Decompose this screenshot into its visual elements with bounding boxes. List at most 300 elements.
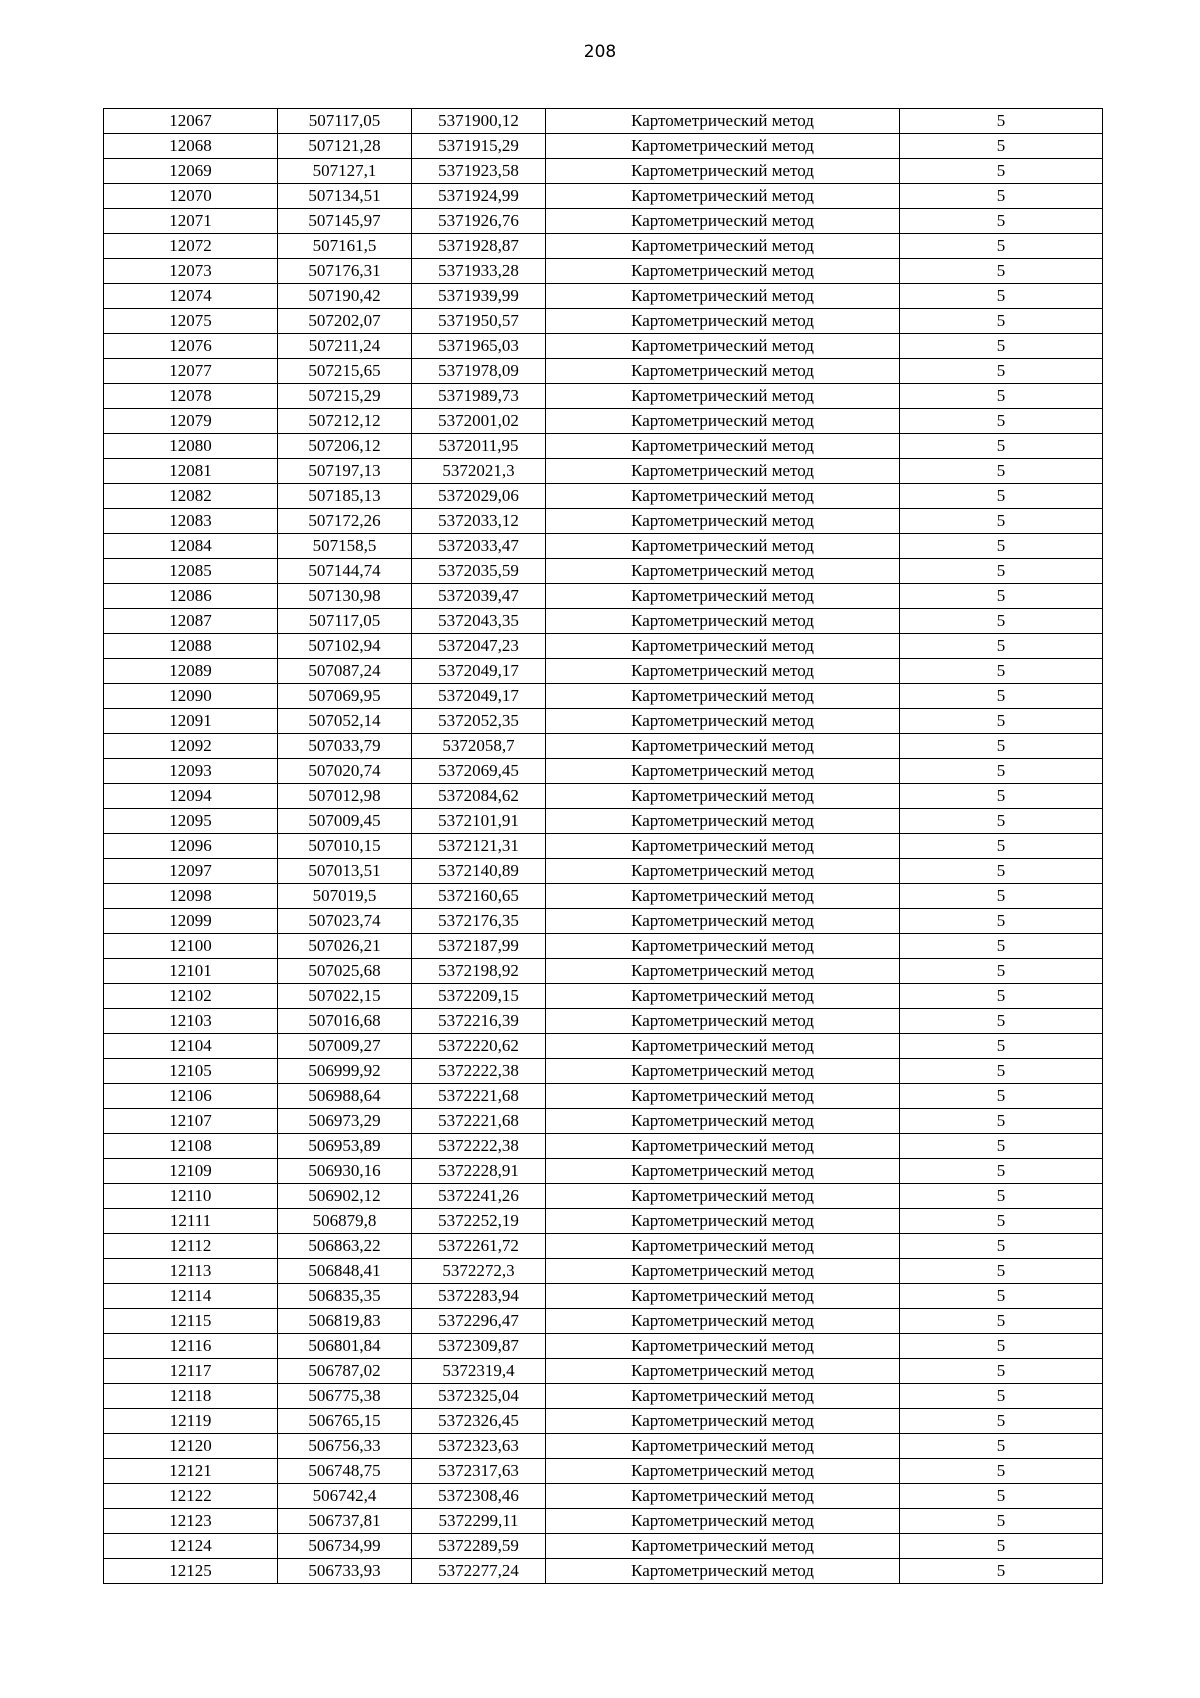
x-coordinate-cell: 507197,13	[278, 459, 412, 484]
y-coordinate-cell: 5371923,58	[412, 159, 546, 184]
table-row	[104, 984, 1103, 1009]
accuracy-cell: 5	[900, 1334, 1103, 1359]
method-cell: Картометрический метод	[546, 834, 900, 859]
page-number: 208	[583, 42, 617, 62]
table-row	[104, 709, 1103, 734]
point-number-cell: 12103	[104, 1009, 278, 1034]
x-coordinate-cell: 506848,41	[278, 1259, 412, 1284]
point-number-cell: 12115	[104, 1309, 278, 1334]
table-row	[104, 1059, 1103, 1084]
point-number-cell: 12075	[104, 309, 278, 334]
table-row	[104, 1534, 1103, 1559]
y-coordinate-cell: 5371965,03	[412, 334, 546, 359]
method-cell: Картометрический метод	[546, 809, 900, 834]
y-coordinate-cell: 5371950,57	[412, 309, 546, 334]
table-row	[104, 1009, 1103, 1034]
method-cell: Картометрический метод	[546, 1484, 900, 1509]
point-number-cell: 12095	[104, 809, 278, 834]
point-number-cell: 12089	[104, 659, 278, 684]
method-cell: Картометрический метод	[546, 234, 900, 259]
method-cell: Картометрический метод	[546, 359, 900, 384]
x-coordinate-cell: 507117,05	[278, 109, 412, 134]
x-coordinate-cell: 507117,05	[278, 609, 412, 634]
y-coordinate-cell: 5372049,17	[412, 684, 546, 709]
x-coordinate-cell: 507134,51	[278, 184, 412, 209]
accuracy-cell: 5	[900, 1034, 1103, 1059]
table-row	[104, 1259, 1103, 1284]
method-cell: Картометрический метод	[546, 1459, 900, 1484]
y-coordinate-cell: 5372033,47	[412, 534, 546, 559]
y-coordinate-cell: 5372261,72	[412, 1234, 546, 1259]
x-coordinate-cell: 507158,5	[278, 534, 412, 559]
method-cell: Картометрический метод	[546, 859, 900, 884]
table-row	[104, 1509, 1103, 1534]
point-number-cell: 12106	[104, 1084, 278, 1109]
point-number-cell: 12104	[104, 1034, 278, 1059]
method-cell: Картометрический метод	[546, 1284, 900, 1309]
point-number-cell: 12069	[104, 159, 278, 184]
x-coordinate-cell: 506748,75	[278, 1459, 412, 1484]
table-row	[104, 659, 1103, 684]
point-number-cell: 12118	[104, 1384, 278, 1409]
x-coordinate-cell: 507052,14	[278, 709, 412, 734]
x-coordinate-cell: 507127,1	[278, 159, 412, 184]
method-cell: Картометрический метод	[546, 584, 900, 609]
point-number-cell: 12087	[104, 609, 278, 634]
method-cell: Картометрический метод	[546, 159, 900, 184]
accuracy-cell: 5	[900, 809, 1103, 834]
y-coordinate-cell: 5372198,92	[412, 959, 546, 984]
point-number-cell: 12070	[104, 184, 278, 209]
table-row	[104, 509, 1103, 534]
accuracy-cell: 5	[900, 1209, 1103, 1234]
table-row	[104, 934, 1103, 959]
method-cell: Картометрический метод	[546, 409, 900, 434]
method-cell: Картометрический метод	[546, 909, 900, 934]
method-cell: Картометрический метод	[546, 884, 900, 909]
table-row	[104, 909, 1103, 934]
y-coordinate-cell: 5372319,4	[412, 1359, 546, 1384]
method-cell: Картометрический метод	[546, 1134, 900, 1159]
y-coordinate-cell: 5372283,94	[412, 1284, 546, 1309]
x-coordinate-cell: 506835,35	[278, 1284, 412, 1309]
point-number-cell: 12079	[104, 409, 278, 434]
point-number-cell: 12101	[104, 959, 278, 984]
accuracy-cell: 5	[900, 934, 1103, 959]
point-number-cell: 12074	[104, 284, 278, 309]
x-coordinate-cell: 506930,16	[278, 1159, 412, 1184]
method-cell: Картометрический метод	[546, 1184, 900, 1209]
y-coordinate-cell: 5372043,35	[412, 609, 546, 634]
y-coordinate-cell: 5371989,73	[412, 384, 546, 409]
accuracy-cell: 5	[900, 634, 1103, 659]
table-row	[104, 609, 1103, 634]
y-coordinate-cell: 5371915,29	[412, 134, 546, 159]
y-coordinate-cell: 5372052,35	[412, 709, 546, 734]
point-number-cell: 12082	[104, 484, 278, 509]
accuracy-cell: 5	[900, 534, 1103, 559]
method-cell: Картометрический метод	[546, 1384, 900, 1409]
method-cell: Картометрический метод	[546, 1234, 900, 1259]
table-row	[104, 184, 1103, 209]
table-row	[104, 1409, 1103, 1434]
method-cell: Картометрический метод	[546, 459, 900, 484]
method-cell: Картометрический метод	[546, 1534, 900, 1559]
method-cell: Картометрический метод	[546, 684, 900, 709]
y-coordinate-cell: 5372221,68	[412, 1109, 546, 1134]
y-coordinate-cell: 5372228,91	[412, 1159, 546, 1184]
method-cell: Картометрический метод	[546, 959, 900, 984]
y-coordinate-cell: 5372323,63	[412, 1434, 546, 1459]
method-cell: Картометрический метод	[546, 484, 900, 509]
method-cell: Картометрический метод	[546, 934, 900, 959]
y-coordinate-cell: 5371924,99	[412, 184, 546, 209]
method-cell: Картометрический метод	[546, 1309, 900, 1334]
accuracy-cell: 5	[900, 709, 1103, 734]
table-row	[104, 459, 1103, 484]
x-coordinate-cell: 506801,84	[278, 1334, 412, 1359]
table-row	[104, 1159, 1103, 1184]
y-coordinate-cell: 5372176,35	[412, 909, 546, 934]
accuracy-cell: 5	[900, 109, 1103, 134]
x-coordinate-cell: 507019,5	[278, 884, 412, 909]
y-coordinate-cell: 5372047,23	[412, 634, 546, 659]
table-row	[104, 859, 1103, 884]
point-number-cell: 12109	[104, 1159, 278, 1184]
x-coordinate-cell: 507172,26	[278, 509, 412, 534]
y-coordinate-cell: 5371926,76	[412, 209, 546, 234]
point-number-cell: 12085	[104, 559, 278, 584]
point-number-cell: 12110	[104, 1184, 278, 1209]
table-row	[104, 1384, 1103, 1409]
accuracy-cell: 5	[900, 434, 1103, 459]
x-coordinate-cell: 507020,74	[278, 759, 412, 784]
point-number-cell: 12105	[104, 1059, 278, 1084]
method-cell: Картометрический метод	[546, 1159, 900, 1184]
method-cell: Картометрический метод	[546, 509, 900, 534]
y-coordinate-cell: 5372140,89	[412, 859, 546, 884]
x-coordinate-cell: 506737,81	[278, 1509, 412, 1534]
table-row	[104, 1184, 1103, 1209]
accuracy-cell: 5	[900, 259, 1103, 284]
y-coordinate-cell: 5372209,15	[412, 984, 546, 1009]
point-number-cell: 12112	[104, 1234, 278, 1259]
table-row	[104, 484, 1103, 509]
y-coordinate-cell: 5372309,87	[412, 1334, 546, 1359]
x-coordinate-cell: 507033,79	[278, 734, 412, 759]
point-number-cell: 12114	[104, 1284, 278, 1309]
x-coordinate-cell: 507145,97	[278, 209, 412, 234]
y-coordinate-cell: 5372272,3	[412, 1259, 546, 1284]
table-row	[104, 1209, 1103, 1234]
method-cell: Картометрический метод	[546, 334, 900, 359]
y-coordinate-cell: 5371900,12	[412, 109, 546, 134]
table-row	[104, 534, 1103, 559]
x-coordinate-cell: 507010,15	[278, 834, 412, 859]
accuracy-cell: 5	[900, 1009, 1103, 1034]
table-row	[104, 759, 1103, 784]
accuracy-cell: 5	[900, 334, 1103, 359]
method-cell: Картометрический метод	[546, 1259, 900, 1284]
accuracy-cell: 5	[900, 559, 1103, 584]
accuracy-cell: 5	[900, 409, 1103, 434]
y-coordinate-cell: 5372325,04	[412, 1384, 546, 1409]
accuracy-cell: 5	[900, 1134, 1103, 1159]
table-row	[104, 784, 1103, 809]
method-cell: Картометрический метод	[546, 634, 900, 659]
point-number-cell: 12124	[104, 1534, 278, 1559]
method-cell: Картометрический метод	[546, 184, 900, 209]
accuracy-cell: 5	[900, 134, 1103, 159]
x-coordinate-cell: 507013,51	[278, 859, 412, 884]
y-coordinate-cell: 5372011,95	[412, 434, 546, 459]
point-number-cell: 12125	[104, 1559, 278, 1584]
x-coordinate-cell: 507026,21	[278, 934, 412, 959]
x-coordinate-cell: 507069,95	[278, 684, 412, 709]
point-number-cell: 12111	[104, 1209, 278, 1234]
accuracy-cell: 5	[900, 859, 1103, 884]
y-coordinate-cell: 5372069,45	[412, 759, 546, 784]
y-coordinate-cell: 5372220,62	[412, 1034, 546, 1059]
x-coordinate-cell: 506953,89	[278, 1134, 412, 1159]
x-coordinate-cell: 507211,24	[278, 334, 412, 359]
accuracy-cell: 5	[900, 159, 1103, 184]
y-coordinate-cell: 5372299,11	[412, 1509, 546, 1534]
table-row	[104, 1309, 1103, 1334]
y-coordinate-cell: 5372049,17	[412, 659, 546, 684]
point-number-cell: 12123	[104, 1509, 278, 1534]
table-row	[104, 284, 1103, 309]
x-coordinate-cell: 507012,98	[278, 784, 412, 809]
y-coordinate-cell: 5372216,39	[412, 1009, 546, 1034]
accuracy-cell: 5	[900, 1084, 1103, 1109]
table-row	[104, 684, 1103, 709]
method-cell: Картометрический метод	[546, 1009, 900, 1034]
point-number-cell: 12108	[104, 1134, 278, 1159]
y-coordinate-cell: 5372221,68	[412, 1084, 546, 1109]
point-number-cell: 12102	[104, 984, 278, 1009]
table-row	[104, 884, 1103, 909]
point-number-cell: 12083	[104, 509, 278, 534]
method-cell: Картометрический метод	[546, 759, 900, 784]
table-row	[104, 1134, 1103, 1159]
method-cell: Картометрический метод	[546, 384, 900, 409]
method-cell: Картометрический метод	[546, 1109, 900, 1134]
accuracy-cell: 5	[900, 1184, 1103, 1209]
y-coordinate-cell: 5372308,46	[412, 1484, 546, 1509]
point-number-cell: 12122	[104, 1484, 278, 1509]
table-row	[104, 109, 1103, 134]
accuracy-cell: 5	[900, 509, 1103, 534]
table-row	[104, 1559, 1103, 1584]
point-number-cell: 12073	[104, 259, 278, 284]
method-cell: Картометрический метод	[546, 709, 900, 734]
point-number-cell: 12119	[104, 1409, 278, 1434]
point-number-cell: 12092	[104, 734, 278, 759]
accuracy-cell: 5	[900, 1409, 1103, 1434]
method-cell: Картометрический метод	[546, 134, 900, 159]
y-coordinate-cell: 5372001,02	[412, 409, 546, 434]
accuracy-cell: 5	[900, 584, 1103, 609]
y-coordinate-cell: 5372222,38	[412, 1059, 546, 1084]
coordinates-table	[103, 108, 1103, 1584]
y-coordinate-cell: 5372222,38	[412, 1134, 546, 1159]
y-coordinate-cell: 5371978,09	[412, 359, 546, 384]
x-coordinate-cell: 507087,24	[278, 659, 412, 684]
accuracy-cell: 5	[900, 1234, 1103, 1259]
accuracy-cell: 5	[900, 1309, 1103, 1334]
table-row	[104, 1084, 1103, 1109]
x-coordinate-cell: 507202,07	[278, 309, 412, 334]
point-number-cell: 12072	[104, 234, 278, 259]
accuracy-cell: 5	[900, 959, 1103, 984]
accuracy-cell: 5	[900, 659, 1103, 684]
accuracy-cell: 5	[900, 1509, 1103, 1534]
x-coordinate-cell: 506734,99	[278, 1534, 412, 1559]
method-cell: Картометрический метод	[546, 1409, 900, 1434]
method-cell: Картометрический метод	[546, 1084, 900, 1109]
table-row	[104, 334, 1103, 359]
accuracy-cell: 5	[900, 1059, 1103, 1084]
accuracy-cell: 5	[900, 359, 1103, 384]
method-cell: Картометрический метод	[546, 209, 900, 234]
table-row	[104, 1334, 1103, 1359]
x-coordinate-cell: 506902,12	[278, 1184, 412, 1209]
x-coordinate-cell: 507206,12	[278, 434, 412, 459]
y-coordinate-cell: 5372241,26	[412, 1184, 546, 1209]
point-number-cell: 12100	[104, 934, 278, 959]
x-coordinate-cell: 506879,8	[278, 1209, 412, 1234]
accuracy-cell: 5	[900, 1459, 1103, 1484]
point-number-cell: 12094	[104, 784, 278, 809]
x-coordinate-cell: 507144,74	[278, 559, 412, 584]
table-row	[104, 1459, 1103, 1484]
point-number-cell: 12076	[104, 334, 278, 359]
method-cell: Картометрический метод	[546, 784, 900, 809]
method-cell: Картометрический метод	[546, 534, 900, 559]
x-coordinate-cell: 507130,98	[278, 584, 412, 609]
table-row	[104, 134, 1103, 159]
method-cell: Картометрический метод	[546, 1359, 900, 1384]
method-cell: Картометрический метод	[546, 734, 900, 759]
y-coordinate-cell: 5372084,62	[412, 784, 546, 809]
y-coordinate-cell: 5372326,45	[412, 1409, 546, 1434]
x-coordinate-cell: 507215,29	[278, 384, 412, 409]
table-row	[104, 209, 1103, 234]
method-cell: Картометрический метод	[546, 559, 900, 584]
x-coordinate-cell: 506787,02	[278, 1359, 412, 1384]
table-row	[104, 834, 1103, 859]
x-coordinate-cell: 507176,31	[278, 259, 412, 284]
table-row	[104, 234, 1103, 259]
x-coordinate-cell: 507215,65	[278, 359, 412, 384]
accuracy-cell: 5	[900, 1259, 1103, 1284]
point-number-cell: 12088	[104, 634, 278, 659]
method-cell: Картометрический метод	[546, 1034, 900, 1059]
y-coordinate-cell: 5372029,06	[412, 484, 546, 509]
method-cell: Картометрический метод	[546, 434, 900, 459]
accuracy-cell: 5	[900, 184, 1103, 209]
y-coordinate-cell: 5371928,87	[412, 234, 546, 259]
method-cell: Картометрический метод	[546, 284, 900, 309]
accuracy-cell: 5	[900, 1284, 1103, 1309]
table-row	[104, 259, 1103, 284]
accuracy-cell: 5	[900, 1109, 1103, 1134]
table-row	[104, 384, 1103, 409]
accuracy-cell: 5	[900, 759, 1103, 784]
table-row	[104, 634, 1103, 659]
point-number-cell: 12107	[104, 1109, 278, 1134]
y-coordinate-cell: 5372277,24	[412, 1559, 546, 1584]
point-number-cell: 12096	[104, 834, 278, 859]
point-number-cell: 12078	[104, 384, 278, 409]
method-cell: Картометрический метод	[546, 259, 900, 284]
x-coordinate-cell: 506733,93	[278, 1559, 412, 1584]
y-coordinate-cell: 5372289,59	[412, 1534, 546, 1559]
method-cell: Картометрический метод	[546, 1559, 900, 1584]
accuracy-cell: 5	[900, 1359, 1103, 1384]
method-cell: Картометрический метод	[546, 609, 900, 634]
table-row	[104, 959, 1103, 984]
point-number-cell: 12116	[104, 1334, 278, 1359]
point-number-cell: 12080	[104, 434, 278, 459]
method-cell: Картометрический метод	[546, 309, 900, 334]
accuracy-cell: 5	[900, 609, 1103, 634]
table-row	[104, 1284, 1103, 1309]
point-number-cell: 12121	[104, 1459, 278, 1484]
point-number-cell: 12077	[104, 359, 278, 384]
point-number-cell: 12099	[104, 909, 278, 934]
y-coordinate-cell: 5372035,59	[412, 559, 546, 584]
point-number-cell: 12071	[104, 209, 278, 234]
x-coordinate-cell: 506988,64	[278, 1084, 412, 1109]
point-number-cell: 12081	[104, 459, 278, 484]
table-row	[104, 1109, 1103, 1134]
accuracy-cell: 5	[900, 1484, 1103, 1509]
point-number-cell: 12097	[104, 859, 278, 884]
y-coordinate-cell: 5372039,47	[412, 584, 546, 609]
accuracy-cell: 5	[900, 984, 1103, 1009]
coordinates-table-body	[104, 109, 1103, 1584]
point-number-cell: 12068	[104, 134, 278, 159]
y-coordinate-cell: 5372160,65	[412, 884, 546, 909]
x-coordinate-cell: 506765,15	[278, 1409, 412, 1434]
accuracy-cell: 5	[900, 309, 1103, 334]
accuracy-cell: 5	[900, 459, 1103, 484]
x-coordinate-cell: 507185,13	[278, 484, 412, 509]
table-row	[104, 434, 1103, 459]
point-number-cell: 12086	[104, 584, 278, 609]
x-coordinate-cell: 506742,4	[278, 1484, 412, 1509]
accuracy-cell: 5	[900, 834, 1103, 859]
table-row	[104, 809, 1103, 834]
y-coordinate-cell: 5372021,3	[412, 459, 546, 484]
point-number-cell: 12117	[104, 1359, 278, 1384]
y-coordinate-cell: 5372252,19	[412, 1209, 546, 1234]
point-number-cell: 12090	[104, 684, 278, 709]
table-row	[104, 1484, 1103, 1509]
table-row	[104, 159, 1103, 184]
x-coordinate-cell: 506756,33	[278, 1434, 412, 1459]
table-row	[104, 309, 1103, 334]
point-number-cell: 12091	[104, 709, 278, 734]
point-number-cell: 12067	[104, 109, 278, 134]
accuracy-cell: 5	[900, 734, 1103, 759]
y-coordinate-cell: 5372187,99	[412, 934, 546, 959]
y-coordinate-cell: 5372033,12	[412, 509, 546, 534]
accuracy-cell: 5	[900, 209, 1103, 234]
x-coordinate-cell: 507023,74	[278, 909, 412, 934]
